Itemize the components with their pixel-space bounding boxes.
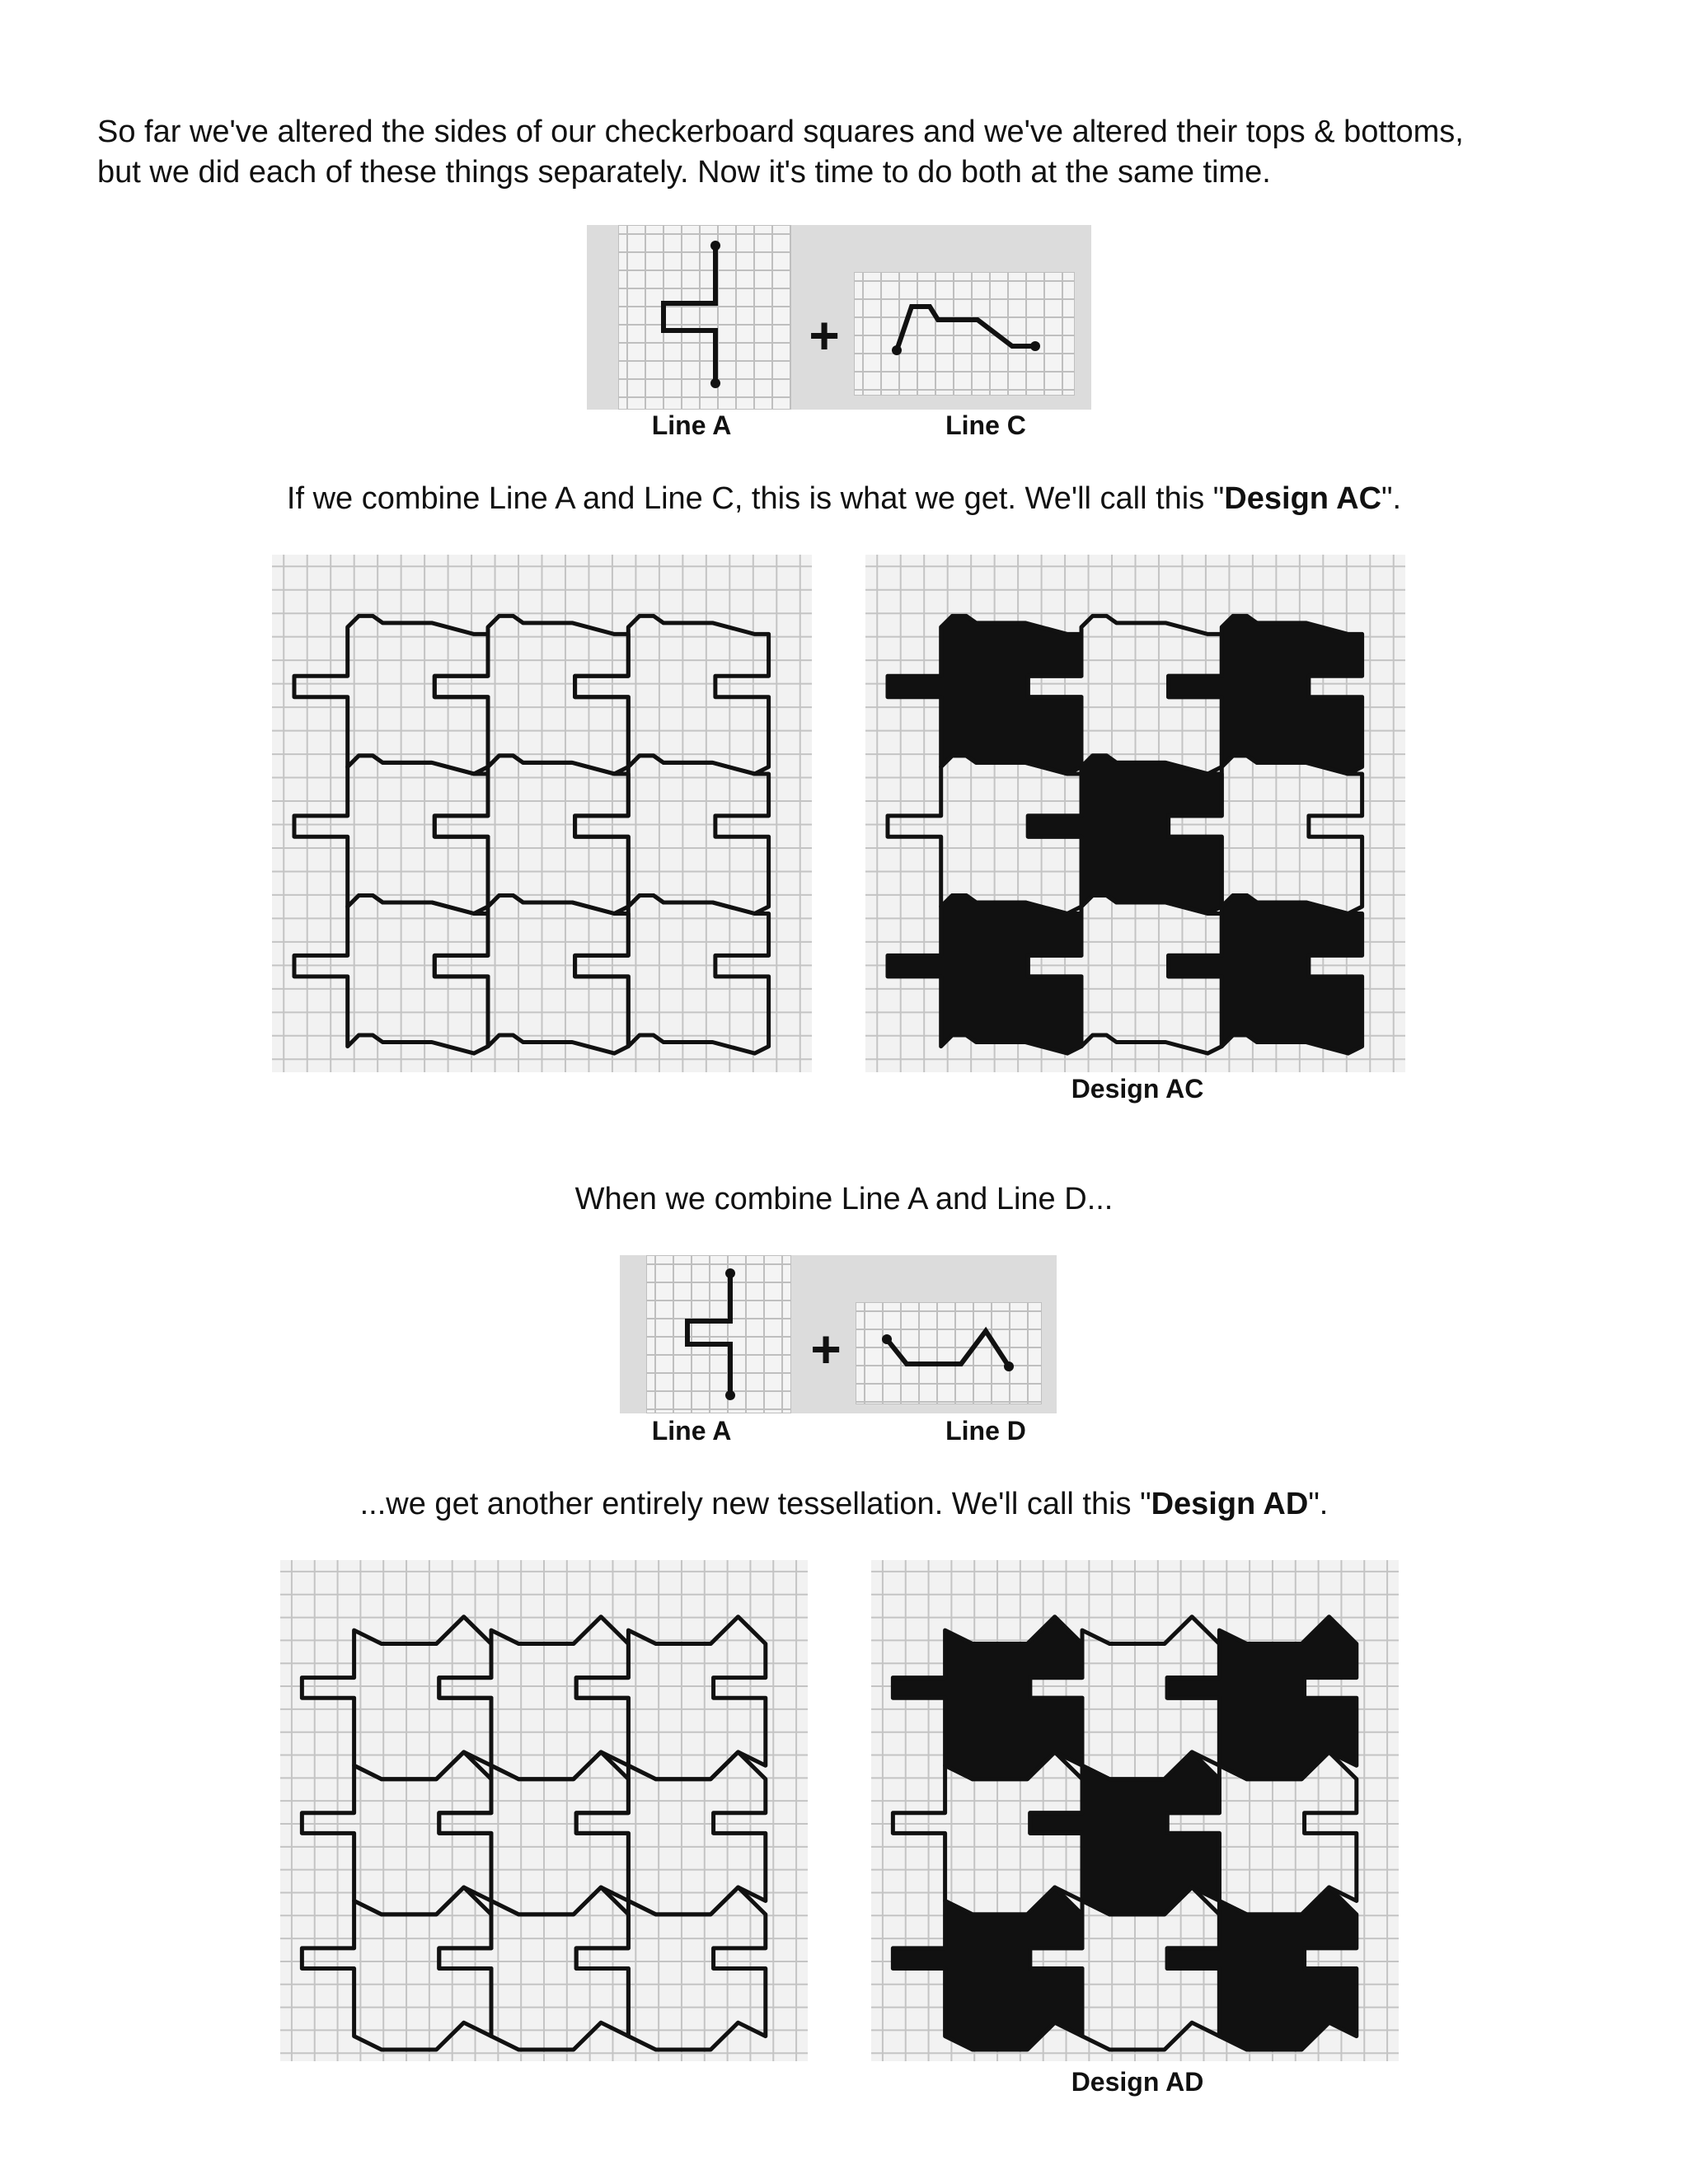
label-line-d: Line D [945,1416,1026,1446]
plus-sign: + [809,306,840,365]
intro-line-2: but we did each of these things separately. Now it's time to do both at the same time. [97,155,1271,190]
line-a-diagram-2 [646,1255,791,1413]
line-a-diagram [618,225,791,410]
intro-design-ad: When we combine Line A and Line D... [574,1182,1114,1216]
caption-design-ad-bold: Design AD [1151,1487,1309,1521]
intro-line-1: So far we've altered the sides of our checkerboard squares and we've altered their tops & bottoms, [97,115,1464,149]
design-ad-filled-grid [871,1560,1399,2061]
design-ac-filled-grid [865,555,1405,1072]
caption-design-ac: If we combine Line A and Line C, this is what we get. We'll call this "Design AC". [286,481,1402,516]
label-design-ad: Design AD [1071,2067,1204,2097]
line-d-diagram [856,1302,1042,1404]
caption-design-ac-bold: Design AC [1224,481,1382,516]
line-c-diagram [854,272,1075,396]
label-line-a: Line A [651,410,732,440]
plus-sign-2: + [810,1319,842,1379]
label-line-c: Line C [945,410,1026,440]
caption-design-ad: ...we get another entirely new tessellation. We'll call this "Design AD". [359,1487,1329,1521]
label-design-ac: Design AC [1071,1074,1204,1104]
design-ad-outline-grid [280,1560,808,2061]
design-ac-outline-grid [272,555,812,1072]
label-line-a-2: Line A [651,1416,732,1446]
